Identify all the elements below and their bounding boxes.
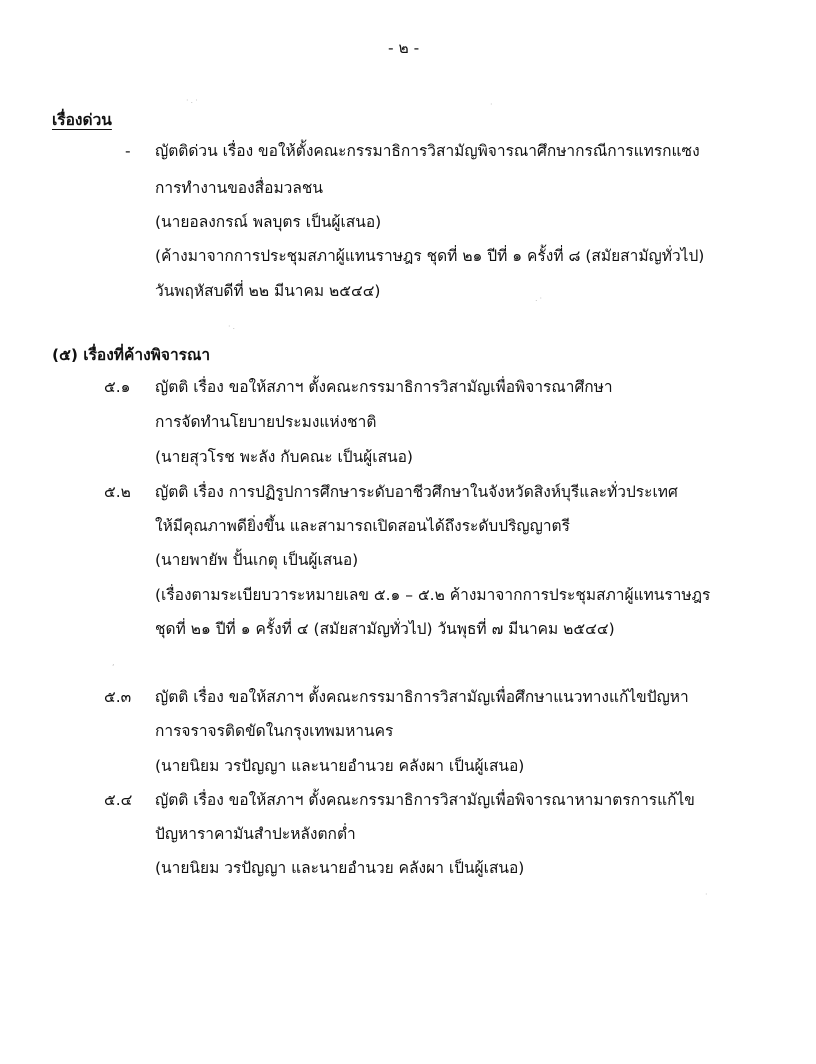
scan-noise: · — [705, 890, 710, 899]
urgent-heading: เรื่องด่วน — [52, 111, 112, 129]
item-number: ๕.๑ — [104, 378, 131, 396]
item-line: ให้มีคุณภาพดียิ่งขึ้น และสามารถเปิดสอนได้ถึงระดับปริญญาตรี — [155, 517, 570, 535]
urgent-line: การทำงานของสื่อมวลชน — [155, 179, 323, 197]
pending-heading: (๕) เรื่องที่ค้างพิจารณา — [52, 346, 211, 364]
item-line: (นายนิยม วรปัญญา และนายอำนวย คลังผา เป็นผู้เสนอ) — [155, 859, 525, 877]
item-line: ญัตติ เรื่อง ขอให้สภาฯ ตั้งคณะกรรมาธิการวิสามัญเพื่อพิจารณาศึกษา — [155, 378, 613, 396]
urgent-line: ญัตติด่วน เรื่อง ขอให้ตั้งคณะกรรมาธิการวิสามัญพิจารณาศึกษากรณีการแทรกแซง — [155, 142, 700, 160]
scan-noise: · — [490, 100, 495, 109]
item-number: ๕.๓ — [104, 688, 132, 706]
urgent-bullet: - — [125, 142, 131, 160]
urgent-line: (ค้างมาจากการประชุมสภาผู้แทนราษฎร ชุดที่ ๒๑ ปีที่ ๑ ครั้งที่ ๘ (สมัยสามัญทั่วไป) — [155, 247, 705, 265]
item-line: ปัญหาราคามันสำปะหลังตกต่ำ — [155, 825, 356, 843]
page-number: - ๒ - — [388, 39, 420, 57]
item-line: (นายนิยม วรปัญญา และนายอำนวย คลังผา เป็นผู้เสนอ) — [155, 757, 525, 775]
item-line: ญัตติ เรื่อง การปฏิรูปการศึกษาระดับอาชีวศึกษาในจังหวัดสิงห์บุรีและทั่วประเทศ — [155, 483, 678, 501]
item-line: ญัตติ เรื่อง ขอให้สภาฯ ตั้งคณะกรรมาธิการวิสามัญเพื่อพิจารณาหามาตรการแก้ไข — [155, 791, 695, 809]
item-line: ชุดที่ ๒๑ ปีที่ ๑ ครั้งที่ ๔ (สมัยสามัญทั่วไป) วันพุธที่ ๗ มีนาคม ๒๕๔๔) — [155, 620, 615, 638]
item-number: ๕.๔ — [104, 791, 133, 809]
item-line: การจัดทำนโยบายประมงแห่งชาติ — [155, 413, 377, 431]
item-number: ๕.๒ — [104, 483, 131, 501]
scan-noise: ·. — [228, 322, 238, 331]
scan-noise: ·.· — [186, 96, 200, 105]
urgent-line: (นายอลงกรณ์ พลบุตร เป็นผู้เสนอ) — [155, 213, 382, 231]
scan-noise: , — [112, 658, 117, 667]
item-line: การจราจรติดขัดในกรุงเทพมหานคร — [155, 722, 394, 740]
item-line: (นายสุวโรช พะลัง กับคณะ เป็นผู้เสนอ) — [155, 448, 413, 466]
item-line: (เรื่องตามระเบียบวาระหมายเลข ๕.๑ – ๕.๒ ค้างมาจากการประชุมสภาผู้แทนราษฎร — [155, 586, 711, 604]
item-line: (นายพายัพ ปั้นเกตุ เป็นผู้เสนอ) — [155, 551, 359, 569]
scan-noise: .· — [535, 294, 545, 303]
item-line: ญัตติ เรื่อง ขอให้สภาฯ ตั้งคณะกรรมาธิการวิสามัญเพื่อศึกษาแนวทางแก้ไขปัญหา — [155, 688, 689, 706]
urgent-line: วันพฤหัสบดีที่ ๒๒ มีนาคม ๒๕๔๔) — [155, 282, 381, 300]
